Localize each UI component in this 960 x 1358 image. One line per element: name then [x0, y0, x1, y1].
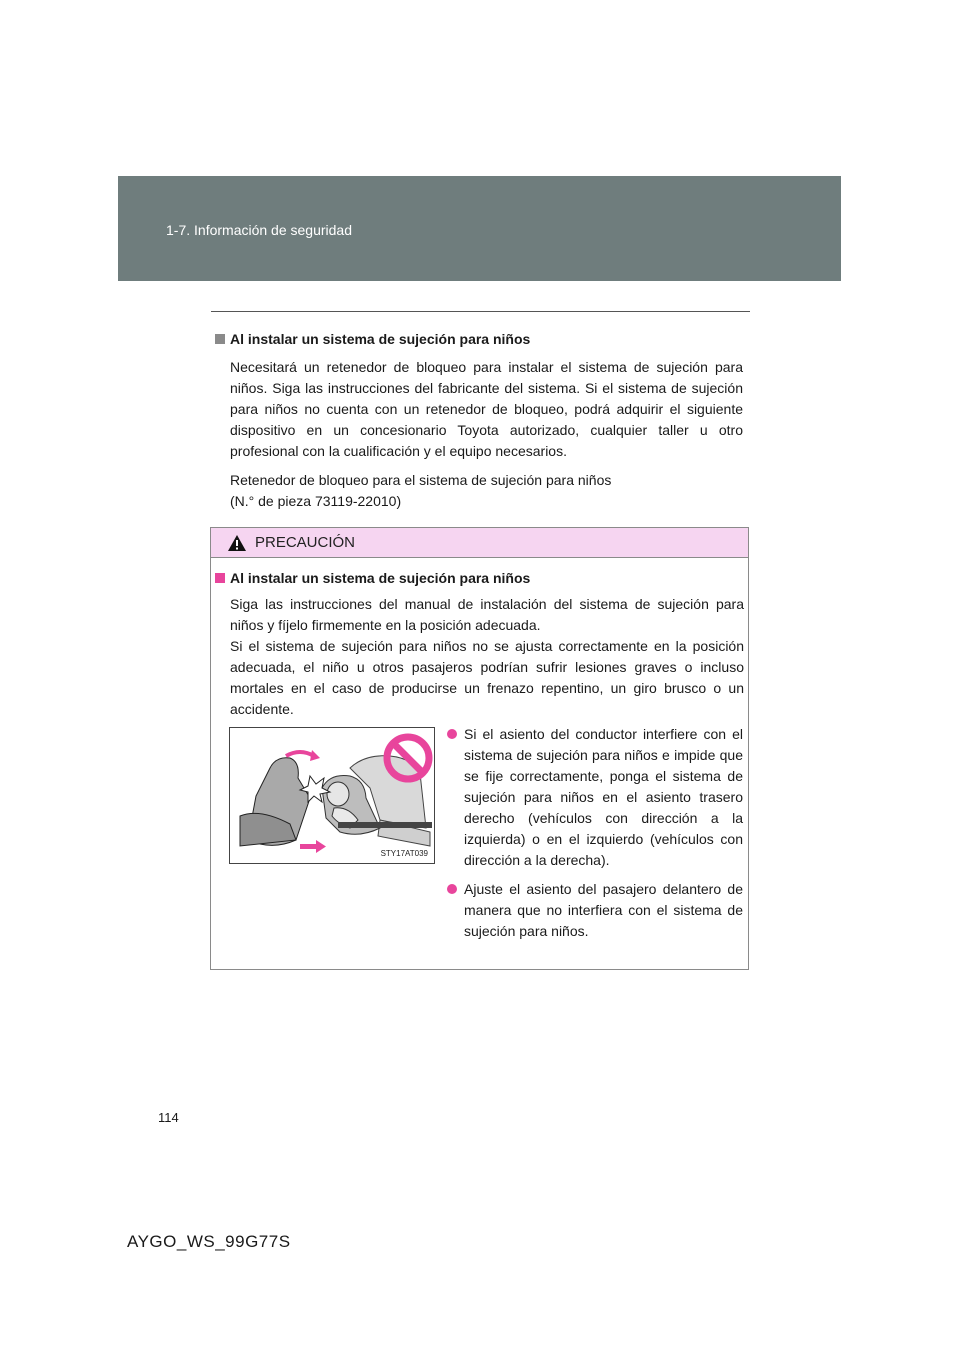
- document-code: AYGO_WS_99G77S: [127, 1232, 291, 1251]
- square-bullet-icon: [215, 334, 225, 344]
- caution-heading: Al instalar un sistema de sujeción para niños: [215, 569, 530, 587]
- bullet-dot-icon: [447, 884, 457, 894]
- section-header: [118, 176, 841, 281]
- caution-bullets: [447, 724, 743, 950]
- page-number: 114: [158, 1110, 179, 1125]
- bullet-dot-icon: [447, 729, 457, 739]
- caution-box: [210, 527, 749, 970]
- section-title: 1-7. Información de seguridad: [166, 222, 352, 238]
- caution-label: PRECAUCIÓN: [255, 534, 356, 551]
- caution-header: [211, 528, 748, 558]
- section-heading: Al instalar un sistema de sujeción para niños: [215, 330, 743, 348]
- list-item: Si el asiento del conductor interfiere con el sistema de sujeción para niños e impide que se fije correctamente, ponga el sistema de sujeción para niños en el asiento trasero derecho (vehículos con dirección a la izquierda) o en el izquierdo (vehículos con dirección a la derecha).: [447, 724, 743, 871]
- section-paragraph: Necesitará un retenedor de bloqueo para instalar el sistema de sujeción para niños. Siga las instrucciones del fabricante del sistema. Si el sistema de sujeción para niños no cuenta con un retenedor de bloqueo, podrá adquirir el siguiente dispositivo en un concesionario Toyota autorizado, cualquier taller u otro profesional con la cualificación y el equipo necesarios.: [230, 359, 743, 459]
- divider: [211, 311, 750, 312]
- info-section: [215, 330, 743, 512]
- section-paragraph: Retenedor de bloqueo para el sistema de sujeción para niños (N.° de pieza 73119-22010): [230, 472, 612, 509]
- figure-code: STY17AT039: [380, 849, 428, 858]
- list-item: Ajuste el asiento del pasajero delantero de manera que no interfiera con el sistema de sujeción para niños.: [447, 879, 743, 942]
- square-bullet-icon: [215, 573, 225, 583]
- caution-text: Siga las instrucciones del manual de instalación del sistema de sujeción para niños y fíjelo firmemente en la posición adecuada. Si el sistema de sujeción para niños no se ajusta correctamente en la posición adecuada, el niño u otros pasajeros podrían sufrir lesiones graves o incluso mortales en el caso de producirse un frenazo repentino, un giro brusco o un accidente.: [230, 596, 744, 717]
- seat-interference-illustration: [230, 728, 434, 863]
- warning-triangle-icon: [227, 534, 247, 552]
- illustration-figure: [229, 727, 435, 864]
